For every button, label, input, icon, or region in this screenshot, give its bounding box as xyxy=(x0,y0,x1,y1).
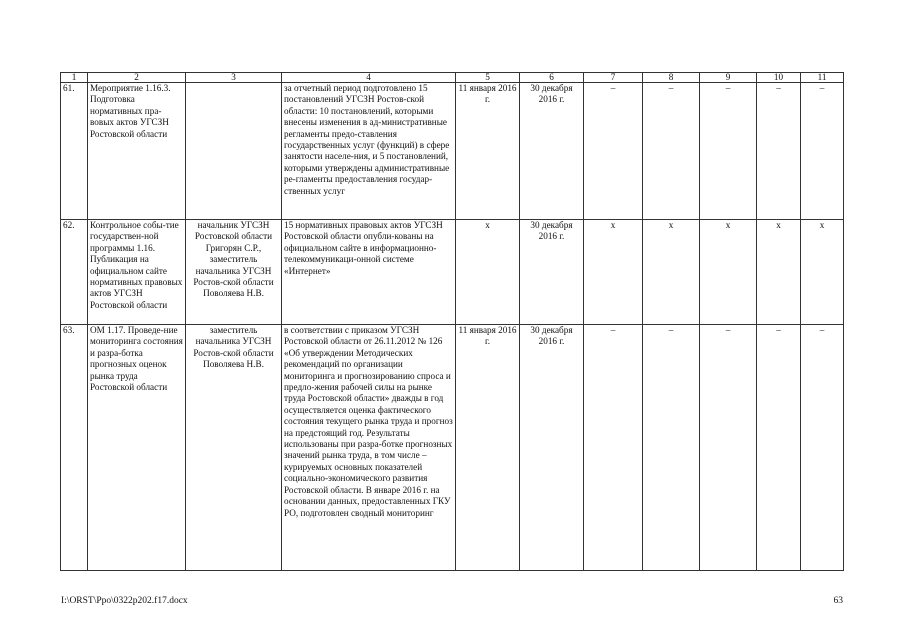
header-cell: 2 xyxy=(88,73,186,83)
value-cell: x xyxy=(584,220,643,325)
value-cell: x xyxy=(801,220,844,325)
row-number: 63. xyxy=(61,325,88,571)
table-row xyxy=(61,83,844,220)
value-cell: – xyxy=(584,83,643,220)
responsible-executor xyxy=(186,83,282,220)
table-row xyxy=(61,325,844,571)
value-cell: – xyxy=(801,83,844,220)
header-cell: 5 xyxy=(456,73,520,83)
value-cell: – xyxy=(643,83,700,220)
value-cell: – xyxy=(643,325,700,571)
header-cell: 11 xyxy=(801,73,844,83)
value-cell: – xyxy=(700,325,757,571)
value-cell: – xyxy=(801,325,844,571)
responsible-executor: начальник УГСЗН Ростовской области Григорян С.Р., заместитель начальника УГСЗН Ростов-ской области Поволяева Н.В. xyxy=(186,220,282,325)
header-cell: 10 xyxy=(757,73,801,83)
row-number: 61. xyxy=(61,83,88,220)
end-date: 30 декабря 2016 г. xyxy=(520,83,584,220)
header-cell: 1 xyxy=(61,73,88,83)
responsible-executor: заместитель начальника УГСЗН Ростов-ской области Поволяева Н.В. xyxy=(186,325,282,571)
header-cell: 7 xyxy=(584,73,643,83)
implementation-result: в соответствии с приказом УГСЗН Ростовской области от 26.11.2012 № 126 «Об утверждении Методических рекомендаций по организации мониторинга и прогнозированию спроса и предло-жения рабочей силы на рынке труда Ростовской области» дважды в год осуществляется оценка фактического состояния текущего рынка труда и прогноз на предстоящий год. Результаты использованы при разра-ботке прогнозных значений рынка труда, в том числе – курируемых основных показателей социально-экономического развития Ростовской области. В январе 2016 г. на основании данных, предоставленных ГКУ РО, подготовлен сводный мониторинг xyxy=(282,325,456,571)
plan-table xyxy=(60,72,844,571)
value-cell: – xyxy=(757,325,801,571)
end-date: 30 декабря 2016 г. xyxy=(520,325,584,571)
value-cell: – xyxy=(584,325,643,571)
value-cell: – xyxy=(700,83,757,220)
activity-name: Контрольное собы-тие государствен-ной программы 1.16. Публикация на официальном сайте нормативных правовых актов УГСЗН Ростовской области xyxy=(88,220,186,325)
activity-name: ОМ 1.17. Проведе-ние мониторинга состояния и разра-ботка прогнозных оценок рынка труда Ростовской области xyxy=(88,325,186,571)
start-date: 11 января 2016 г. xyxy=(456,325,520,571)
table-row xyxy=(61,220,844,325)
value-cell: – xyxy=(757,83,801,220)
value-cell: x xyxy=(757,220,801,325)
start-date: x xyxy=(456,220,520,325)
value-cell: x xyxy=(643,220,700,325)
header-cell: 8 xyxy=(643,73,700,83)
header-row xyxy=(61,73,844,83)
row-number: 62. xyxy=(61,220,88,325)
footer-file-path: I:\ORST\Ppo\0322p202.f17.docx xyxy=(61,596,188,606)
end-date: 30 декабря 2016 г. xyxy=(520,220,584,325)
header-cell: 6 xyxy=(520,73,584,83)
start-date: 11 января 2016 г. xyxy=(456,83,520,220)
implementation-result: за отчетный период подготовлено 15 постановлений УГСЗН Ростов-ской области: 10 постановлений, которыми внесены изменения в ад-министративные регламенты предо-ставления государственных услуг (функций) в сфере занятости населе-ния, и 5 постановлений, которыми утверждены административные ре-гламенты предоставления государ-ственных услуг xyxy=(282,83,456,220)
footer-page-number: 63 xyxy=(833,596,843,606)
implementation-result: 15 нормативных правовых актов УГСЗН Ростовской области опубли-кованы на официальном сайте в информационно-телекоммуникаци-онной системе «Интернет» xyxy=(282,220,456,325)
header-cell: 9 xyxy=(700,73,757,83)
activity-name: Мероприятие 1.16.3. Подготовка нормативных пра-вовых актов УГСЗН Ростовской области xyxy=(88,83,186,220)
value-cell: x xyxy=(700,220,757,325)
header-cell: 4 xyxy=(282,73,456,83)
header-cell: 3 xyxy=(186,73,282,83)
